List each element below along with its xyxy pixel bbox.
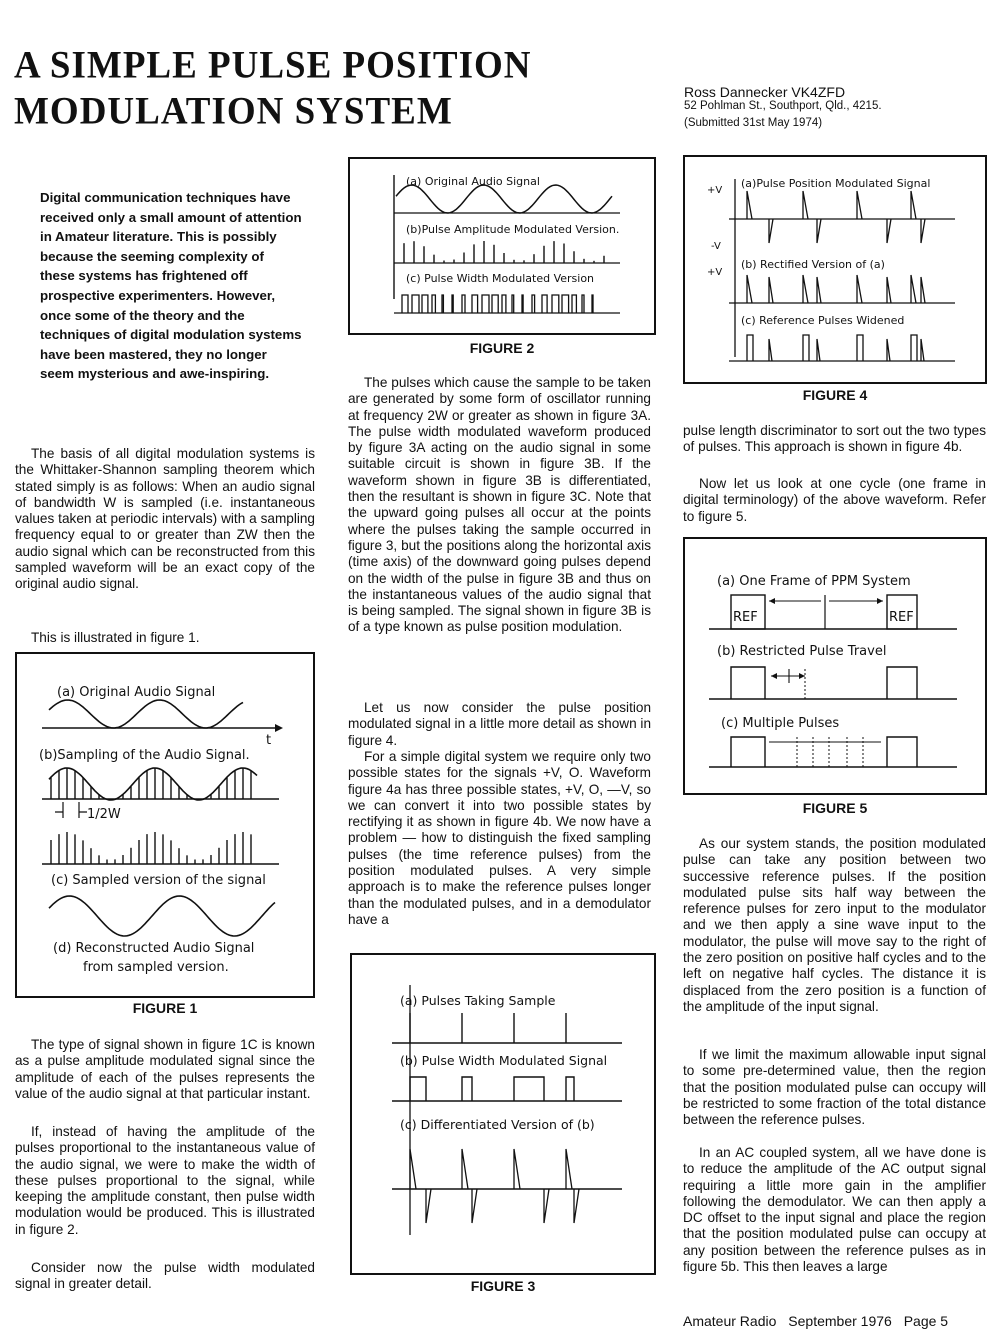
figure-3-caption: FIGURE 3 bbox=[470, 1278, 536, 1294]
col3-paragraph-4: If we limit the maximum allowable input signal to some pre-determined value, then the region that the position modulated pulse can occupy will be restricted to some fraction of the total distance between the reference pulses. bbox=[683, 1047, 986, 1128]
col1-paragraph-3: The type of signal shown in figure 1C is known as a pulse amplitude modulated signal since the amplitude of each of the pulses represents the value of the audio signal at that particular instant. bbox=[15, 1037, 315, 1101]
fig1-sampled-envelope bbox=[49, 768, 257, 800]
figure-1-caption: FIGURE 1 bbox=[132, 1000, 198, 1016]
fig2-original-signal bbox=[396, 185, 612, 213]
fig1-label-b: (b)Sampling of the Audio Signal. bbox=[39, 748, 250, 763]
figure-4 bbox=[683, 155, 987, 384]
fig5-label-b: (b) Restricted Pulse Travel bbox=[717, 644, 887, 659]
col2-paragraph-1: The pulses which cause the sample to be taken are generated by some form of oscillator running at frequency 2W or greater as shown in figure 3A. The pulse width modulated waveform produced by figure 3A acting on the audio signal in some suitable circuit is shown in figure 3B. If the waveform shown in figure 3B is differentiated, then the resultant is shown in figure 3C. Note that the upward going pulses all occur at the points where the pulses taking the sample occurred in figure 3, but the positions along the horizontal axis (time axis) of the downward going pulses depend on the width of the pulse in figure 3B and thus on the instantaneous values of the audio signal that is being sampled. The signal shown in figure 3B is of a type known as pulse position modulation. bbox=[348, 375, 651, 635]
fig4-label-c: (c) Reference Pulses Widened bbox=[741, 314, 905, 327]
fig1-label-t: t bbox=[266, 733, 272, 748]
fig2-pam-pulses bbox=[404, 241, 604, 263]
fig4-ppm-signal bbox=[747, 191, 925, 243]
figure-2-drawing bbox=[350, 159, 654, 333]
fig2-label-b: (b)Pulse Amplitude Modulated Version. bbox=[406, 223, 620, 236]
fig3-label-c: (c) Differentiated Version of (b) bbox=[400, 1117, 595, 1132]
col3-paragraph-2: Now let us look at one cycle (one frame in digital terminology) of the above waveform. Refer to figure 5. bbox=[683, 476, 986, 524]
figure-3 bbox=[350, 953, 656, 1275]
fig3-differentiated-signal bbox=[410, 1149, 579, 1223]
fig3-label-b: (b) Pulse Width Modulated Signal bbox=[400, 1053, 608, 1068]
fig4-label-a: (a)Pulse Position Modulated Signal bbox=[741, 177, 931, 190]
figure-1-drawing bbox=[17, 654, 313, 996]
fig5-ref-left: REF bbox=[733, 610, 758, 625]
fig4-rectified-signal bbox=[747, 275, 925, 303]
fig1-label-d1: (d) Reconstructed Audio Signal bbox=[53, 941, 255, 956]
fig5-b-ref-pulses bbox=[731, 667, 917, 699]
footer-page: Page 5 bbox=[903, 1313, 949, 1329]
fig1-label-c: (c) Sampled version of the signal bbox=[51, 873, 266, 888]
article-title-line-1: A SIMPLE PULSE POSITION bbox=[14, 43, 532, 88]
fig4-widened-reference bbox=[747, 335, 924, 361]
col3-paragraph-1: pulse length discriminator to sort out the two types of pulses. This approach is shown in figure 4b. bbox=[683, 423, 986, 455]
footer-publication: Amateur Radio bbox=[683, 1313, 777, 1329]
col3-paragraph-5: In an AC coupled system, all we have done is to reduce the amplitude of the AC output signal requiring a little more gain in the amplifier following the demodulator. We can then apply a DC offset to the input signal and place the region that the position modulated pulse can occupy at any position between the reference pulses as in figure 5b. This then leaves a large bbox=[683, 1145, 986, 1275]
submission-date: (Submitted 31st May 1974) bbox=[684, 117, 823, 129]
fig1-pam-pulses bbox=[51, 832, 251, 864]
col3-paragraph-3: As our system stands, the position modulated pulse can take any position between two successive reference pulses. If the position modulated pulse sits half way between the reference pulses for zero input to the modulator and we then apply a sine wave input to the modulator, the pulse will move say to the right of the zero position on positive half cycles and to the left on negative half cycles. The distance it is displaced from the zero position is a function of the amplitude of the input signal. bbox=[683, 836, 986, 1014]
col1-paragraph-1: The basis of all digital modulation systems is the Whittaker-Shannon sampling theorem which stated simply is as follows: When an audio signal of bandwidth W is sampled (i.e. instantaneous values taken at periodic intervals) with a sampling frequency equal to or greater than ZW then the audio signal which can be reconstructed from this sampled waveform will be an exact copy of the original audio signal. bbox=[15, 446, 315, 592]
fig1-axis-arrow bbox=[275, 724, 283, 732]
fig2-label-c: (c) Pulse Width Modulated Version bbox=[406, 272, 595, 285]
figure-5-drawing bbox=[685, 539, 985, 793]
col2-paragraph-3: For a simple digital system we require only two possible states for the signals +V, O. Waveform figure 4a has three possible states, +V, O, —V, so we can convert it into two possible states by rectifying it as shown in figure 4b. We now have a problem — how to distinguish the fixed sampling pulses (the time reference pulses) from the position modulated pulses. A very simple approach is to make the reference pulses longer than the modulated pulses, and in a demodulator have a bbox=[348, 749, 651, 927]
author-address: 52 Pohlman St., Southport, Qld., 4215. bbox=[684, 100, 882, 112]
fig4-label-b: (b) Rectified Version of (a) bbox=[741, 258, 885, 271]
figure-4-caption: FIGURE 4 bbox=[802, 387, 868, 403]
fig1-label-interval: 1/2W bbox=[87, 807, 121, 822]
fig1-label-d2: from sampled version. bbox=[83, 960, 229, 975]
fig5-label-a: (a) One Frame of PPM System bbox=[717, 574, 911, 589]
abstract: Digital communication techniques have received only a small amount of attention in Amateur literature. This is possibly because the seeming complexity of these systems has frightened off prospective experimenters. However, once some of the theory and the techniques of digital modulation systems have been mastered, they no longer seem mysterious and awe-inspiring. bbox=[40, 190, 302, 382]
figure-3-drawing bbox=[352, 955, 654, 1273]
figure-5 bbox=[683, 537, 987, 795]
figure-1 bbox=[15, 652, 315, 998]
fig2-label-a: (a) Original Audio Signal bbox=[406, 175, 540, 188]
fig1-label-a: (a) Original Audio Signal bbox=[57, 685, 216, 700]
figure-2-caption: FIGURE 2 bbox=[469, 340, 535, 356]
col1-paragraph-2: This is illustrated in figure 1. bbox=[31, 630, 200, 645]
article-title-line-2: MODULATION SYSTEM bbox=[14, 89, 453, 134]
fig5-label-c: (c) Multiple Pulses bbox=[721, 716, 840, 731]
figure-5-caption: FIGURE 5 bbox=[802, 800, 868, 816]
fig4-label-minus-v: -V bbox=[711, 241, 721, 252]
fig1-original-signal bbox=[49, 700, 243, 728]
col1-paragraph-4: If, instead of having the amplitude of the pulses proportional to the instantaneous value of the audio signal, we were to make the width of these pulses proportional to the signal, while keeping the amplitude constant, then pulse width modulation would be produced. This is illustrated in figure 2. bbox=[15, 1124, 315, 1237]
footer-issue: September 1976 bbox=[788, 1313, 892, 1329]
fig4-label-plus-v2: +V bbox=[707, 267, 723, 278]
col2-paragraph-2: Let us now consider the pulse position modulated signal in a little more detail as shown in figure 4. bbox=[348, 700, 652, 748]
page-footer bbox=[683, 1313, 956, 1329]
fig3-label-a: (a) Pulses Taking Sample bbox=[400, 993, 556, 1008]
fig3-sample-pulses bbox=[410, 1013, 566, 1043]
fig3-pwm-signal bbox=[410, 1077, 574, 1101]
col1-paragraph-5: Consider now the pulse width modulated signal in greater detail. bbox=[15, 1260, 315, 1292]
author-name: Ross Dannecker VK4ZFD bbox=[684, 84, 846, 100]
figure-4-drawing bbox=[685, 157, 985, 382]
fig4-label-plus-v: +V bbox=[707, 185, 723, 196]
fig5-ref-right: REF bbox=[889, 610, 914, 625]
fig2-pwm-pulses bbox=[402, 295, 593, 313]
fig1-reconstructed-signal bbox=[49, 896, 275, 936]
figure-2 bbox=[348, 157, 656, 335]
